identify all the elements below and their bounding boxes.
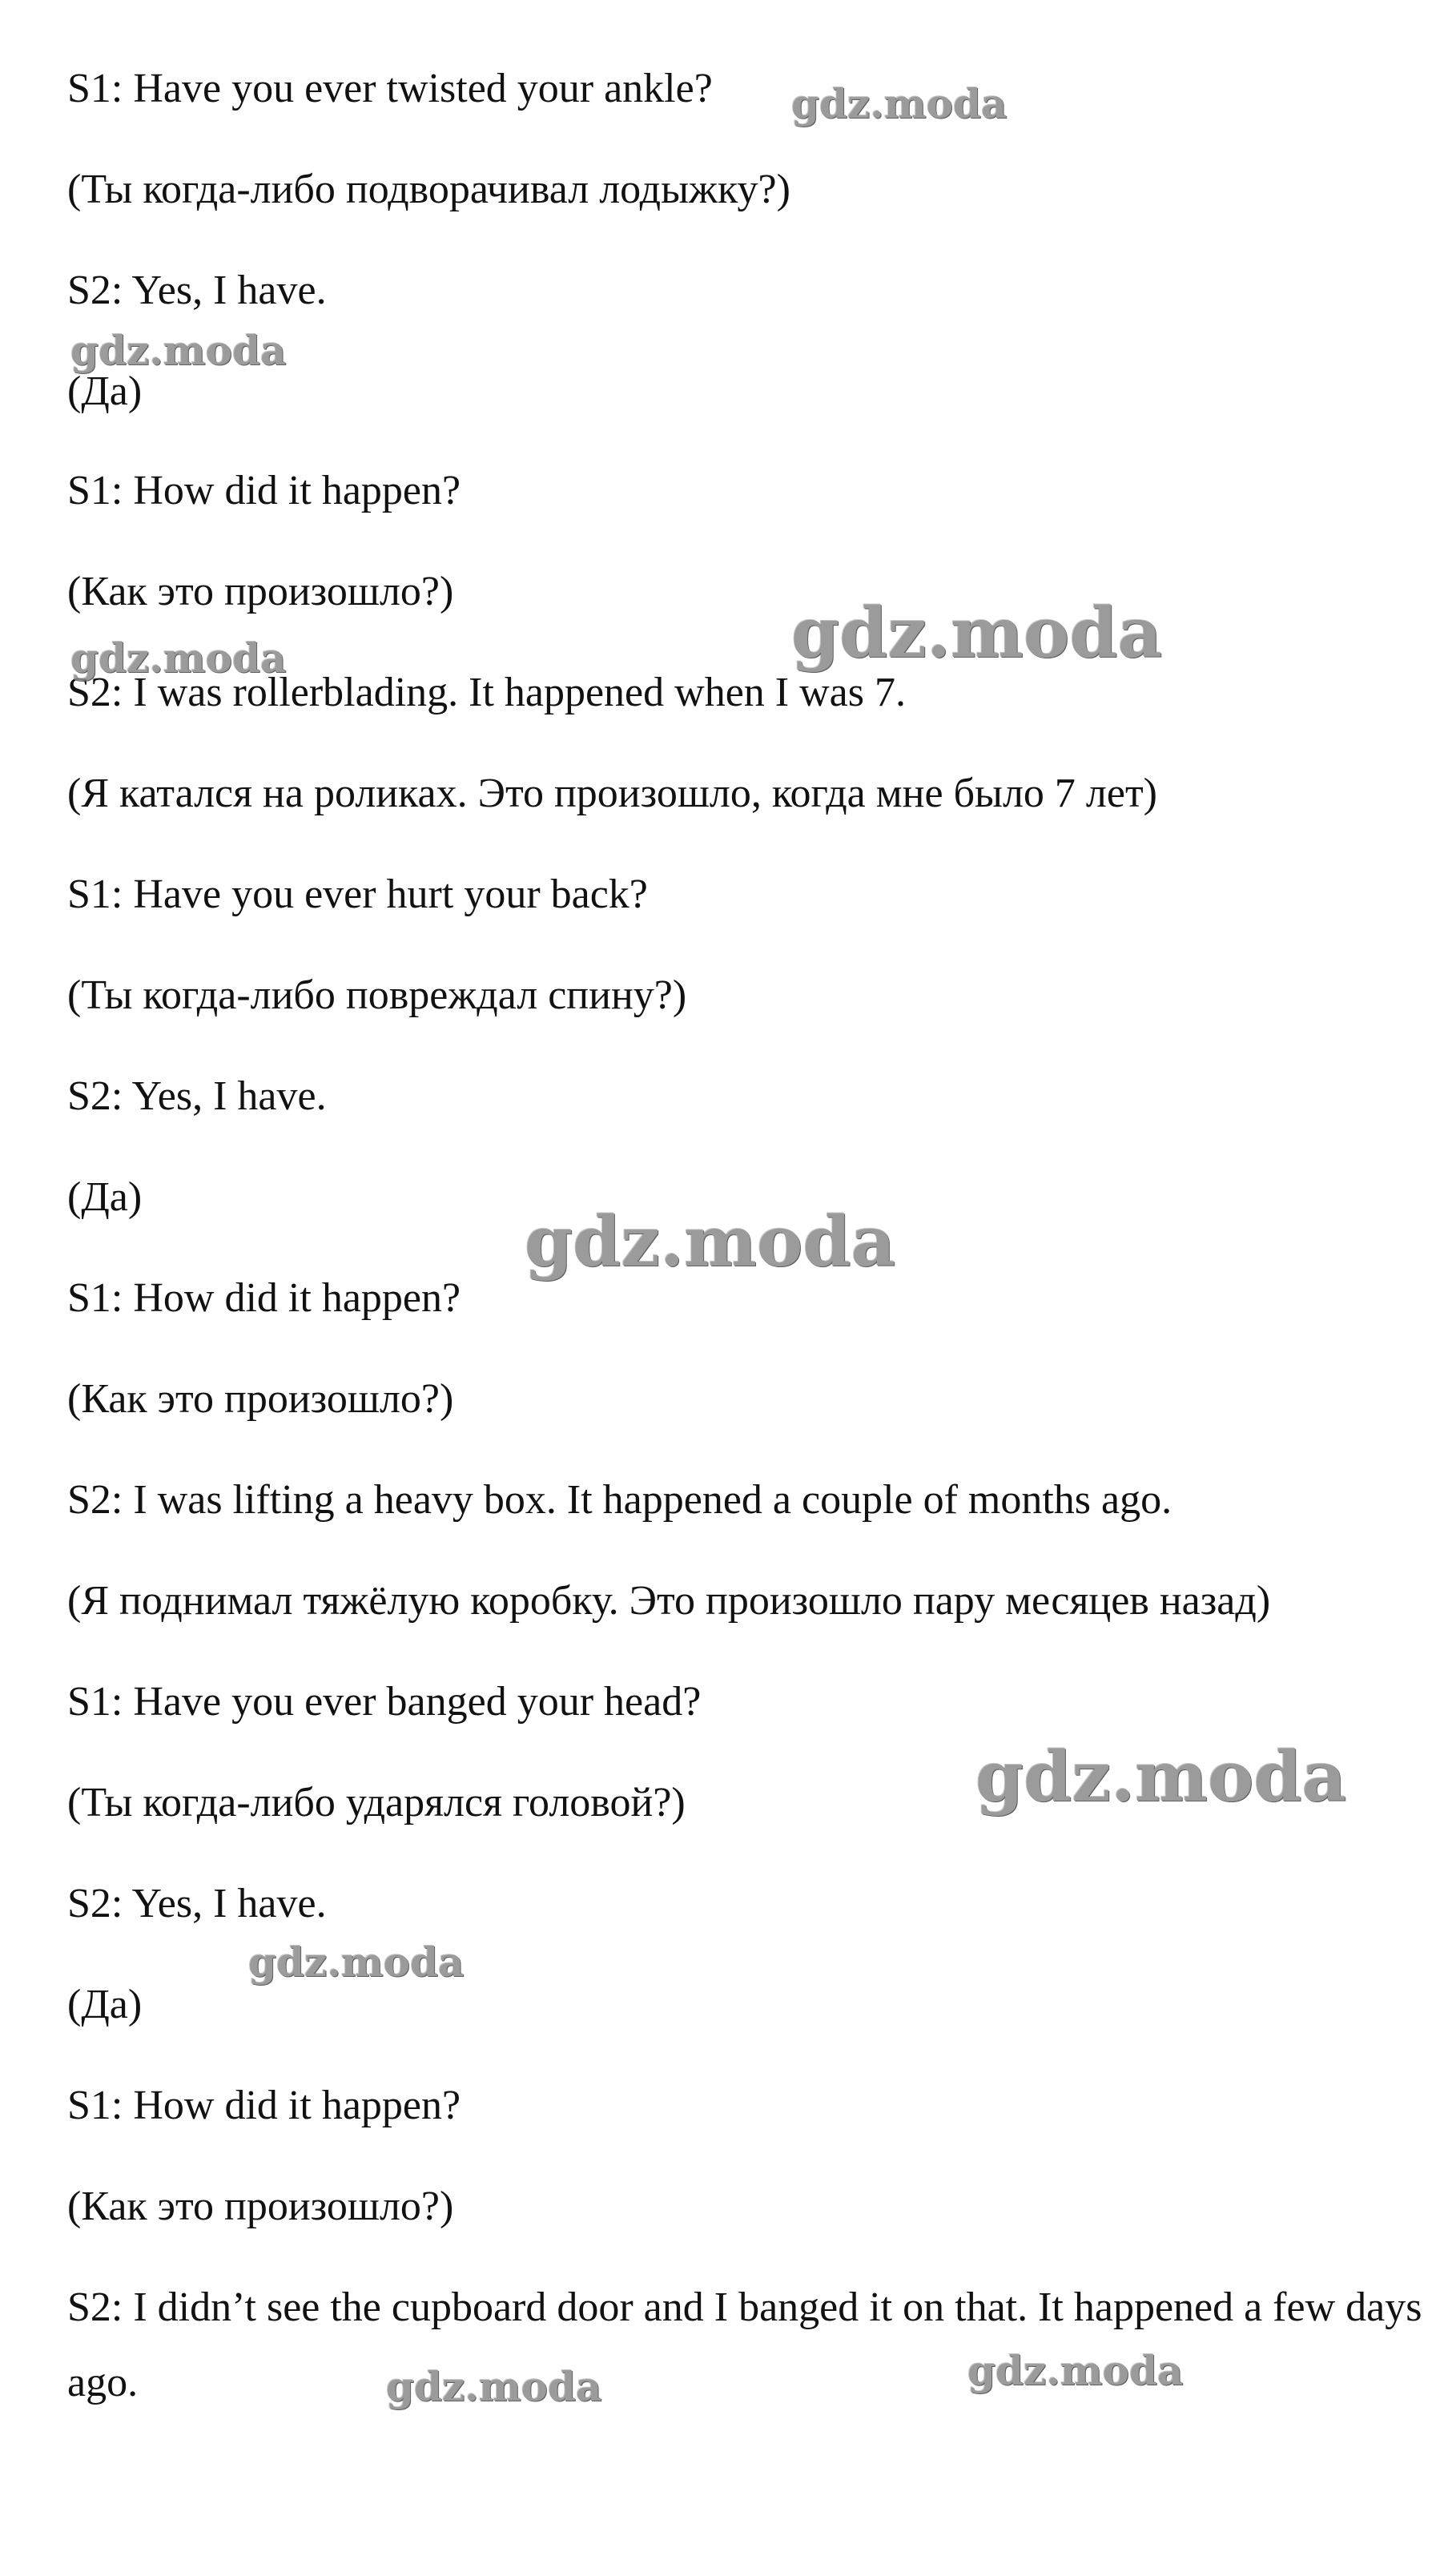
dialogue-line: S2: I was rollerblading. It happened when I was 7. bbox=[67, 670, 906, 715]
dialogue-line: S2: I didn’t see the cupboard door and I banged it on that. It happened a few days ago. bbox=[67, 2284, 1422, 2405]
dialogue-line: S1: Have you ever banged your head? bbox=[67, 1679, 702, 1725]
translation-line: (Да) bbox=[67, 1982, 143, 2027]
watermark: gdz.moda bbox=[248, 1938, 465, 1986]
watermark: gdz.moda bbox=[386, 2363, 602, 2410]
dialogue-line: S2: Yes, I have. bbox=[67, 268, 327, 313]
dialogue-line: S1: How did it happen? bbox=[67, 2083, 461, 2128]
watermark: gdz.moda bbox=[525, 1202, 896, 1282]
dialogue-line: S1: Have you ever twisted your ankle? bbox=[67, 66, 713, 111]
dialogue-line: S1: How did it happen? bbox=[67, 468, 461, 513]
dialogue-line: S2: Yes, I have. bbox=[67, 1881, 327, 1926]
translation-line: (Как это произошло?) bbox=[67, 569, 454, 614]
translation-line: (Ты когда-либо подворачивал лодыжку?) bbox=[67, 167, 790, 212]
watermark: gdz.moda bbox=[791, 593, 1163, 674]
dialogue-line: S1: Have you ever hurt your back? bbox=[67, 871, 648, 917]
dialogue-line: S1: How did it happen? bbox=[67, 1275, 461, 1321]
translation-line: (Как это произошло?) bbox=[67, 1376, 454, 1422]
watermark: gdz.moda bbox=[975, 1737, 1347, 1817]
watermark: gdz.moda bbox=[70, 327, 287, 374]
watermark: gdz.moda bbox=[967, 2347, 1184, 2394]
dialogue-line: S2: Yes, I have. bbox=[67, 1073, 327, 1119]
translation-line: (Да) bbox=[67, 368, 143, 414]
translation-line: (Ты когда-либо ударялся головой?) bbox=[67, 1780, 686, 1825]
translation-line: (Ты когда-либо повреждал спину?) bbox=[67, 972, 687, 1018]
dialogue-line: S2: I was lifting a heavy box. It happened a couple of months ago. bbox=[67, 1477, 1172, 1523]
watermark: gdz.moda bbox=[791, 80, 1008, 127]
translation-line: (Как это произошло?) bbox=[67, 2184, 454, 2229]
translation-line: (Я катался на роликах. Это произошло, когда мне было 7 лет) bbox=[67, 771, 1157, 816]
translation-line: (Да) bbox=[67, 1174, 143, 1220]
watermark: gdz.moda bbox=[70, 634, 287, 682]
translation-line: (Я поднимал тяжёлую коробку. Это произошло пару месяцев назад) bbox=[67, 1578, 1271, 1624]
